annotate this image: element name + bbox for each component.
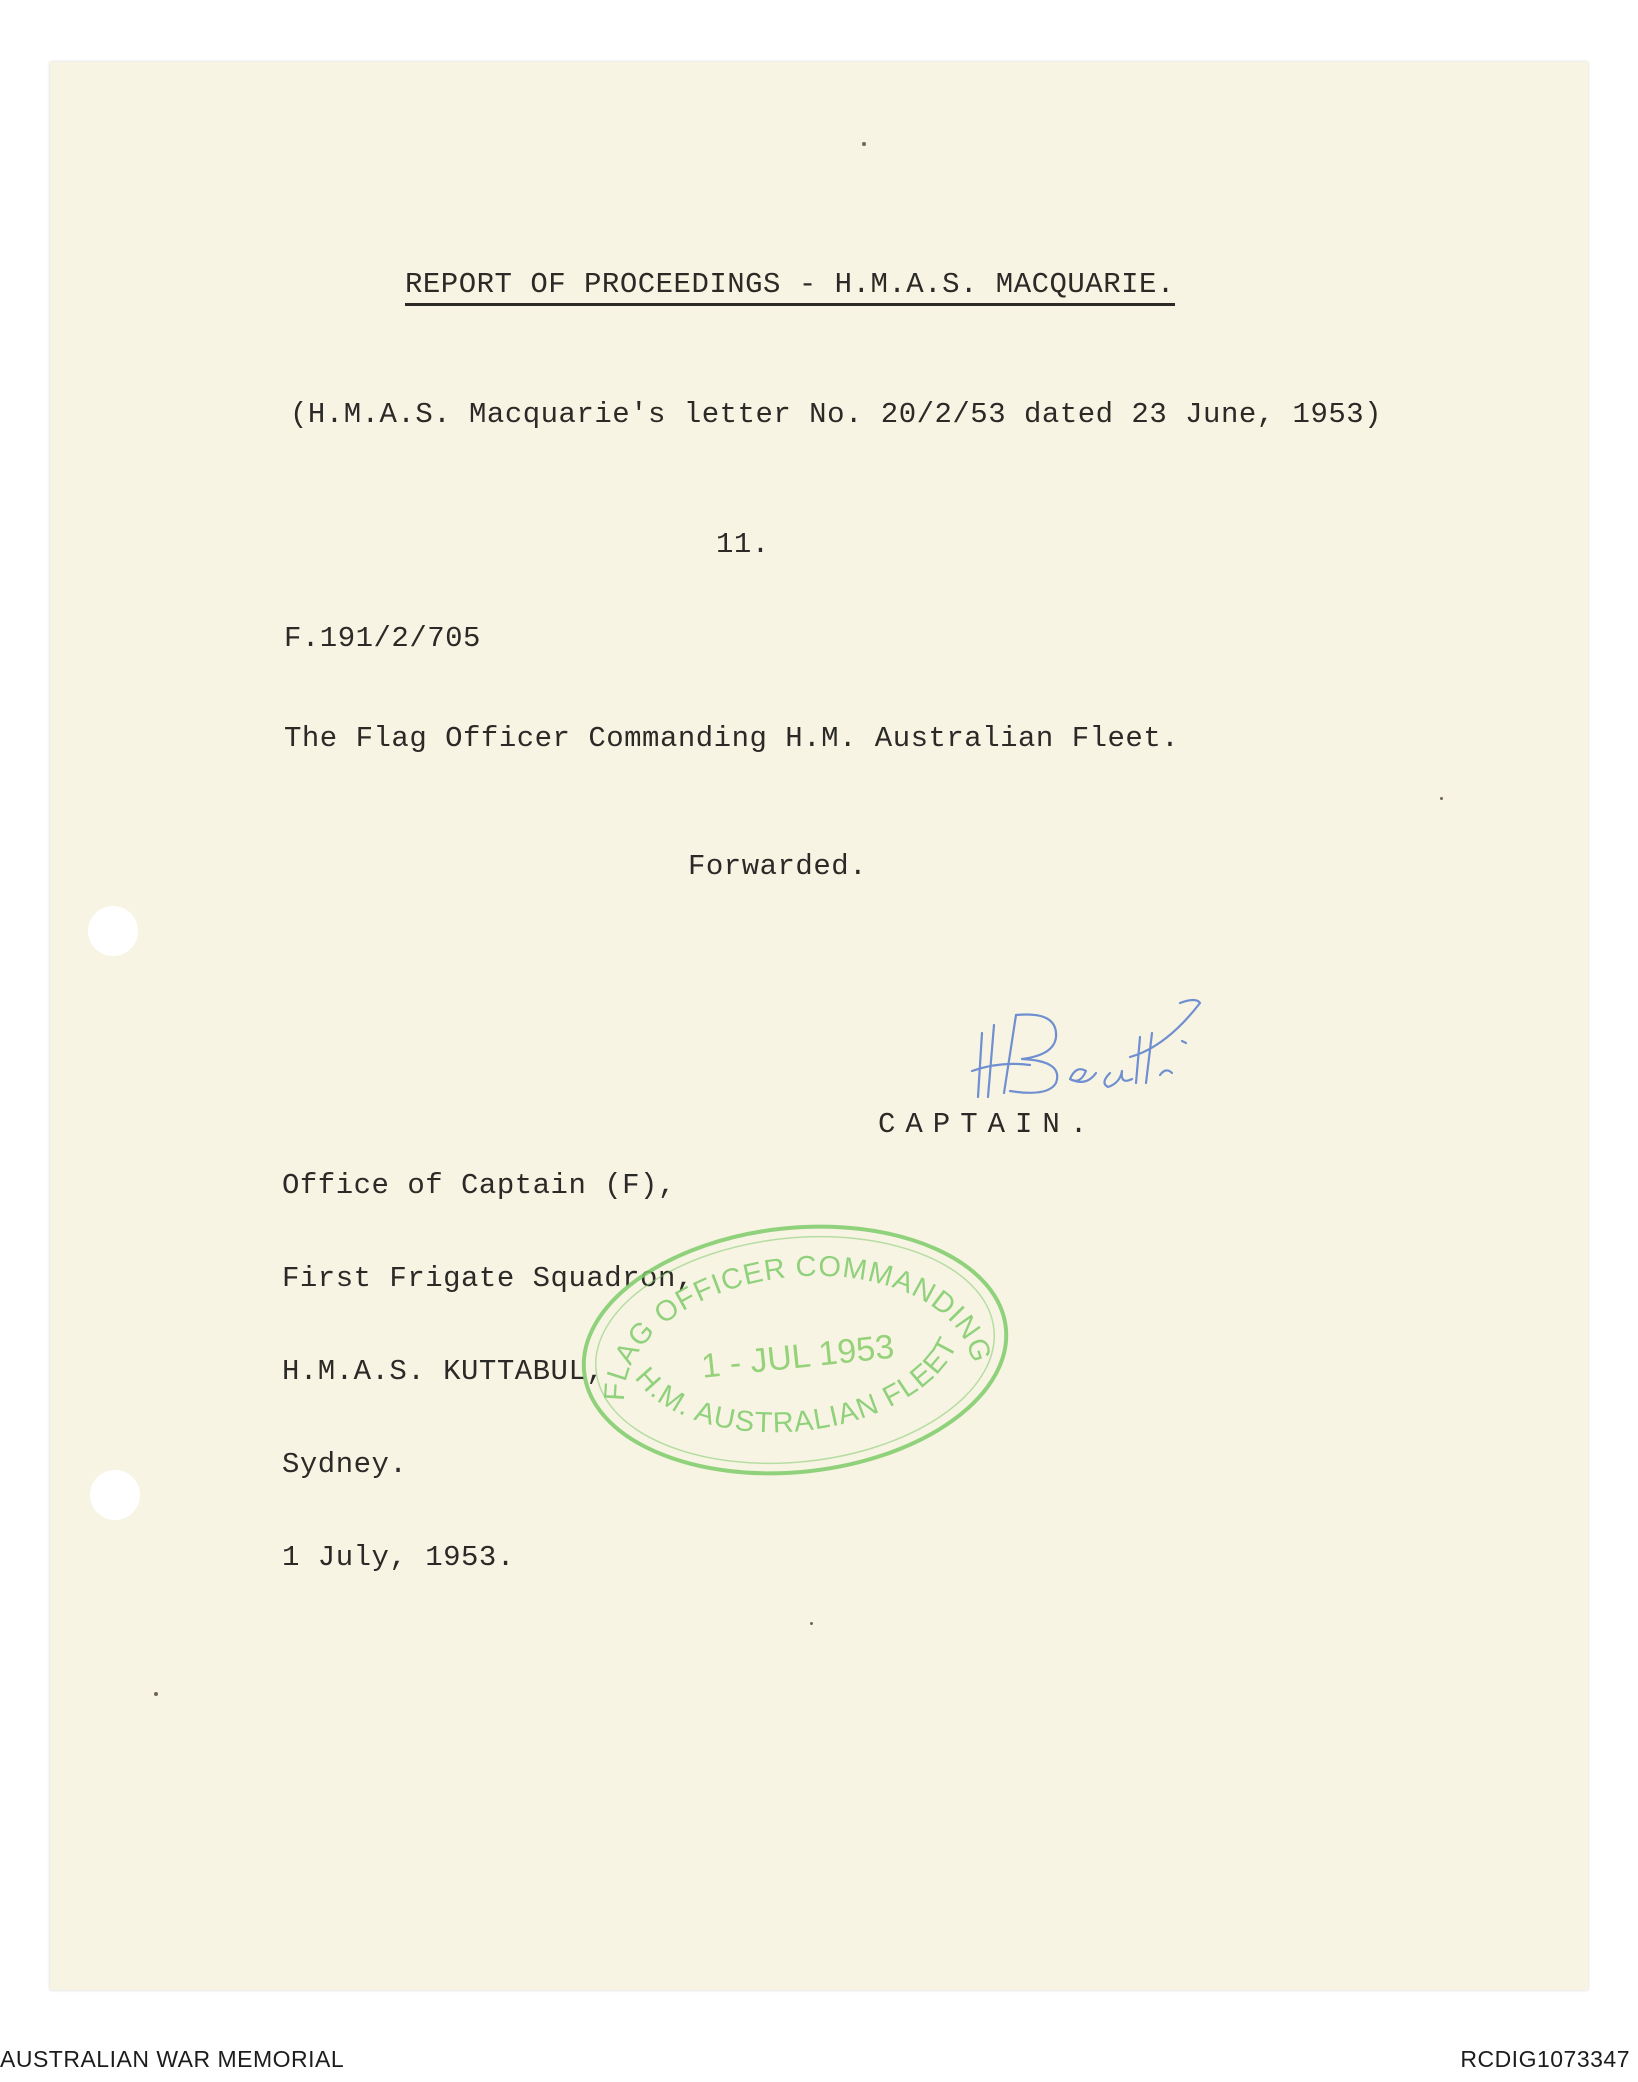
- body-text: Forwarded.: [688, 850, 868, 883]
- document-page: [50, 62, 1588, 1990]
- report-title: REPORT OF PROCEEDINGS - H.M.A.S. MACQUARIE.: [405, 268, 1175, 306]
- stamp-date: 1 - JUL 1953: [699, 1327, 896, 1386]
- received-stamp: [575, 1215, 1015, 1485]
- paper-speck: [1440, 797, 1443, 800]
- office-line: Office of Captain (F),: [282, 1169, 676, 1202]
- office-line: 1 July, 1953.: [282, 1541, 515, 1574]
- file-reference: F.191/2/705: [284, 622, 481, 655]
- paper-speck: [862, 142, 866, 146]
- addressee: The Flag Officer Commanding H.M. Australian Fleet.: [284, 722, 1180, 755]
- stamp-bottom-text: H.M. AUSTRALIAN FLEET: [628, 1331, 965, 1440]
- signature-title: CAPTAIN.: [878, 1108, 1098, 1141]
- punch-hole: [90, 1470, 140, 1520]
- paper-speck: [154, 1692, 158, 1696]
- handwritten-signature: [960, 975, 1230, 1115]
- paper-speck: [810, 1622, 813, 1625]
- footer-record-id: RCDIG1073347: [1460, 2046, 1630, 2072]
- stamp-top-text: FLAG OFFICER COMMANDING: [598, 1250, 998, 1402]
- office-line: First Frigate Squadron,: [282, 1262, 694, 1295]
- office-line: H.M.A.S. KUTTABUL,: [282, 1355, 605, 1388]
- footer-institution: AUSTRALIAN WAR MEMORIAL: [0, 2046, 345, 2072]
- office-line: Sydney.: [282, 1448, 408, 1481]
- paragraph-number: 11.: [716, 528, 770, 561]
- punch-hole: [88, 906, 138, 956]
- reference-letter: (H.M.A.S. Macquarie's letter No. 20/2/53 dated 23 June, 1953): [290, 398, 1383, 431]
